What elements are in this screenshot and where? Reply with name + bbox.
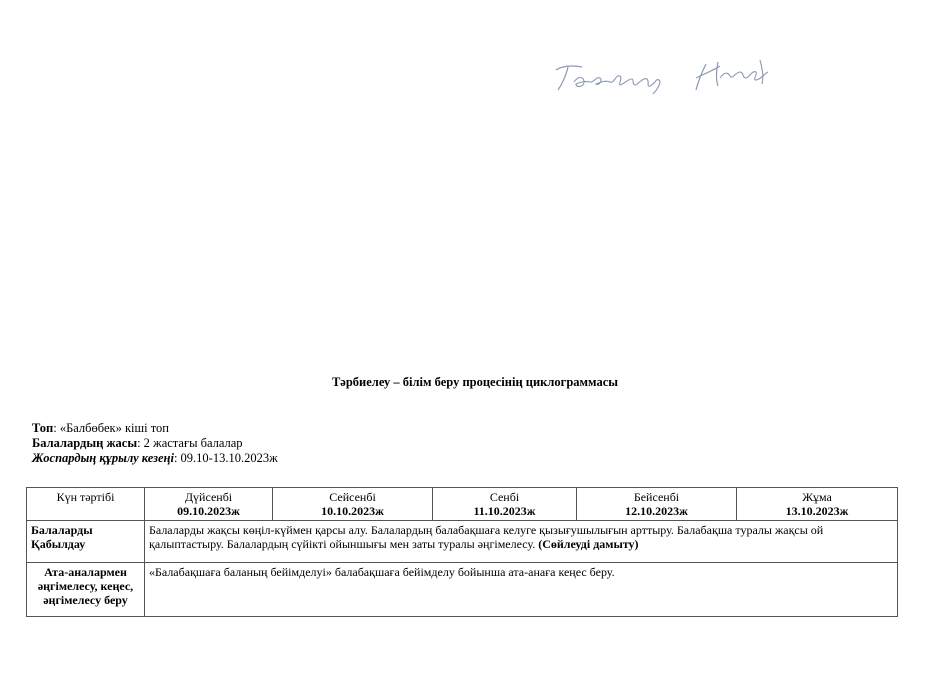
- group-value: : «Балбөбек» кіші топ: [53, 421, 169, 435]
- day-name: Жұма: [802, 490, 832, 504]
- group-line: [32, 421, 278, 436]
- reception-text: Балаларды жақсы көңіл-күймен қарсы алу. Балалардың балабақшаға келуге қызығушылығын арттыру. Балабақша туралы жақсы ой қалыптастыру. Балалардың сүйікті ойыншығы мен заты туралы әңгімелесу.: [149, 523, 824, 551]
- row-label-reception: Балаларды Қабылдау: [27, 521, 145, 563]
- period-value: : 09.10-13.10.2023ж: [173, 451, 278, 465]
- day-date: 11.10.2023ж: [473, 504, 536, 518]
- row-label-parents: Ата-аналармен әңгімелесу, кеңес, әңгімелесу беру: [27, 563, 145, 617]
- period-label: Жоспардың құрылу кезеңі: [32, 451, 174, 465]
- period-line: [32, 451, 278, 466]
- cyclogram-table: [26, 487, 898, 617]
- age-line: [32, 436, 278, 451]
- header-day-monday: [145, 488, 273, 521]
- plan-meta: [32, 421, 278, 466]
- table-header-row: [27, 488, 898, 521]
- header-day-thursday: [577, 488, 737, 521]
- day-date: 10.10.2023ж: [321, 504, 384, 518]
- day-date: 12.10.2023ж: [625, 504, 688, 518]
- day-name: Дүйсенбі: [184, 490, 233, 504]
- day-name: Сенбі: [489, 490, 520, 504]
- row-content-parents: «Балабақшаға баланың бейімделуі» балабақшаға бейімделу бойынша ата-анаға кеңес беру.: [145, 563, 898, 617]
- age-label: Балалардың жасы: [32, 436, 138, 450]
- day-date: 09.10.2023ж: [177, 504, 240, 518]
- header-day-friday: [737, 488, 898, 521]
- header-day-wednesday: [433, 488, 577, 521]
- document-title: Тәрбиелеу – білім беру процесінің циклограммасы: [331, 375, 619, 389]
- header-day-tuesday: [273, 488, 433, 521]
- day-name: Сейсенбі: [329, 490, 376, 504]
- age-value: : 2 жастағы балалар: [137, 436, 243, 450]
- table-row: [27, 563, 898, 617]
- handwritten-signature: [548, 52, 788, 102]
- day-date: 13.10.2023ж: [785, 504, 849, 518]
- reception-text-bold: (Сөйлеуді дамыту): [538, 537, 639, 551]
- header-day-schedule: Күн тәртібі: [27, 488, 145, 521]
- table-row: [27, 521, 898, 563]
- group-label: Топ: [32, 421, 54, 435]
- day-name: Бейсенбі: [633, 490, 680, 504]
- row-content-reception: [145, 521, 898, 563]
